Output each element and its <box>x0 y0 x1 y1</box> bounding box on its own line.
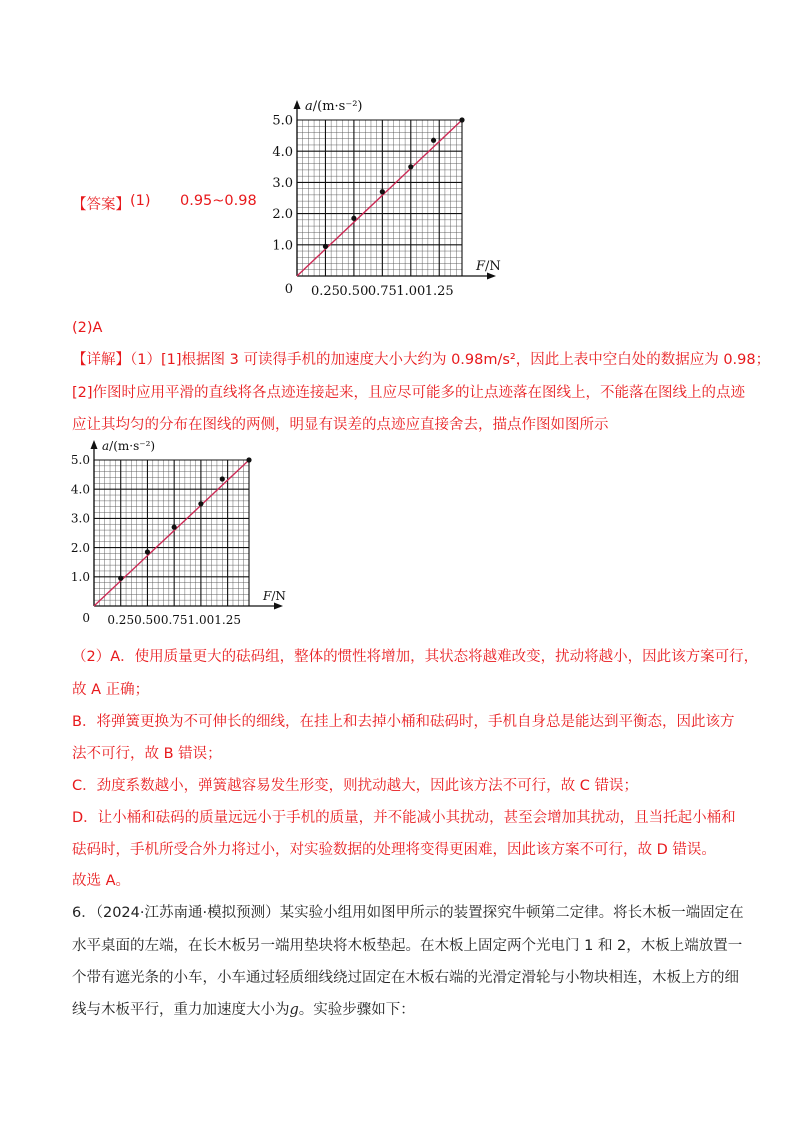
answer-part2: (2)A <box>72 320 103 336</box>
y-tick-label: 2.0 <box>272 207 293 223</box>
data-point-4 <box>431 138 436 143</box>
explanation-d-line2: 砝码时，手机所受合外力将过小，对实验数据的处理将变得更困难，因此该方案不可行，故 D 错误。 <box>72 842 716 858</box>
x-tick-label: 1.25 <box>424 284 454 299</box>
question6-line3: 个带有遮光条的小车，小车通过轻质细线绕过固定在木板右端的光滑定滑轮与小物块相连，木板上方的细 <box>72 970 739 986</box>
explanation-c-line: C．劲度系数越小，弹簧越容易发生形变，则扰动越大，因此该方法不可行，故 C 错误； <box>72 778 638 794</box>
question6-line4 <box>72 998 415 1019</box>
y-tick-label: 4.0 <box>272 144 293 160</box>
explanation-label: 【详解】 <box>72 352 130 368</box>
explanation-line3: 应让其均匀的分布在图线的两侧，明显有误差的点迹应直接舍去，描点作图如图所示 <box>72 417 609 433</box>
y-axis-label: a/(m·s⁻²) <box>305 99 363 114</box>
origin-label: 0 <box>82 611 90 625</box>
data-point-3 <box>408 164 413 169</box>
x-tick-label: 0.75 <box>160 613 188 627</box>
answer-chart <box>255 92 505 310</box>
y-axis-label: a/(m·s⁻²) <box>102 439 156 453</box>
data-point-0 <box>118 576 123 581</box>
x-tick-label: 1.25 <box>214 613 241 627</box>
explanation-conclusion: 故选 A。 <box>72 873 131 889</box>
explanation-text1: （1）[1]根据图 3 可读得手机的加速度大小大约为 0.98m/s²，因此上表中空白处的数据应为 0.98； <box>130 352 771 368</box>
y-tick-label: 1.0 <box>272 238 293 254</box>
question6-line2: 水平桌面的左端，在长木板另一端用垫块将木板垫起。在木板上固定两个光电门 1 和 2，木板上端放置一 <box>72 938 743 954</box>
explanation-b-line2: 法不可行，故 B 错误； <box>72 746 222 762</box>
x-tick-label: 0.25 <box>107 613 135 627</box>
y-tick-label: 5.0 <box>272 113 293 129</box>
x-tick-label: 0.50 <box>339 284 369 299</box>
fit-line <box>297 120 462 276</box>
data-point-2 <box>172 525 177 530</box>
data-point-1 <box>351 216 356 221</box>
explanation-b-line1: B．将弹簧更换为不可伸长的细线，在挂上和去掉小桶和砝码时，手机自身总是能达到平衡态，因此该方 <box>72 714 735 730</box>
y-axis-arrow <box>294 100 301 109</box>
gravity-symbol: g <box>289 1002 299 1018</box>
fit-line <box>94 460 249 606</box>
data-point-5 <box>246 457 251 462</box>
answer-label: 【答案】 <box>72 197 130 213</box>
x-tick-label: 0.25 <box>310 284 340 299</box>
answer-part1: (1) <box>130 193 151 209</box>
explanation-line1 <box>72 348 770 369</box>
question6-line4-text: 线与木板平行，重力加速度大小为 <box>72 1002 290 1018</box>
y-tick-label: 1.0 <box>70 570 90 584</box>
y-tick-label: 4.0 <box>70 482 90 497</box>
question6-line4-end: 。实验步骤如下： <box>298 1002 415 1018</box>
data-point-5 <box>459 117 464 122</box>
data-point-0 <box>323 244 328 249</box>
x-tick-label: 1.00 <box>396 284 426 299</box>
answer-range: 0.95~0.98 <box>180 193 257 209</box>
y-axis-arrow <box>91 440 98 449</box>
explanation-p2-line1: （2）A．使用质量更大的砝码组，整体的惯性将增加，其状态将越难改变，扰动将越小，因此该方案可行， <box>72 649 759 665</box>
data-point-1 <box>145 549 150 554</box>
x-tick-label: 0.50 <box>134 613 161 627</box>
explanation-line2: [2]作图时应用平滑的直线将各点迹连接起来，且应尽可能多的让点迹落在图线上，不能落在图线上的点迹 <box>72 385 746 401</box>
data-point-2 <box>380 189 385 194</box>
x-tick-label: 1.00 <box>187 613 215 627</box>
origin-label: 0 <box>284 282 293 297</box>
x-tick-label: 0.75 <box>367 284 397 299</box>
question6-line1: 6．（2024·江苏南通·模拟预测）某实验小组用如图甲所示的装置探究牛顿第二定律。将长木板一端固定在 <box>72 905 744 921</box>
y-tick-label: 3.0 <box>272 175 293 191</box>
x-axis-label: F/N <box>476 259 501 274</box>
explanation-chart <box>62 438 302 630</box>
y-tick-label: 3.0 <box>70 511 90 526</box>
y-tick-label: 2.0 <box>70 540 90 555</box>
data-point-3 <box>198 501 203 506</box>
y-tick-label: 5.0 <box>70 453 90 468</box>
explanation-p2-line2: 故 A 正确； <box>72 682 150 698</box>
x-axis-arrow <box>274 603 283 610</box>
x-axis-label: F/N <box>263 589 286 603</box>
explanation-d-line1: D．让小桶和砝码的质量远远小于手机的质量，并不能减小其扰动，甚至会增加其扰动，且当托起小桶和 <box>72 810 736 826</box>
data-point-4 <box>220 476 225 481</box>
